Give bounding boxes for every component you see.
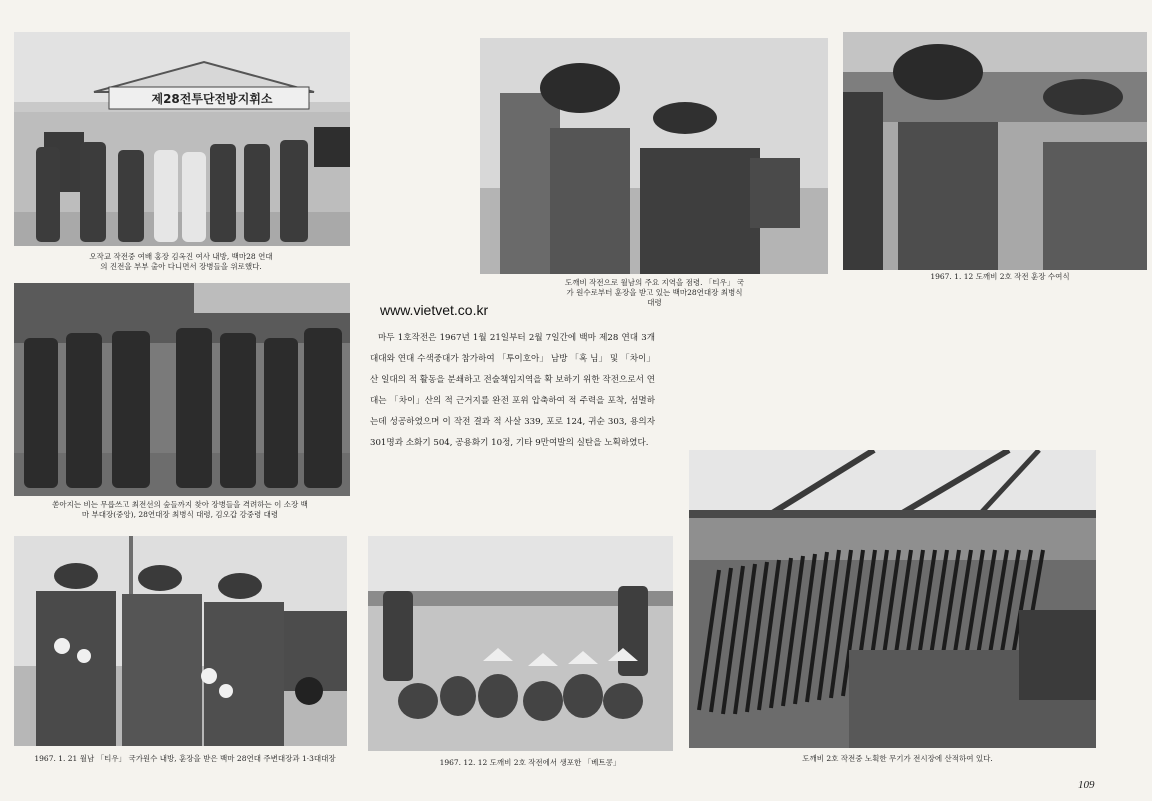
- article-paragraph: 마두 1호작전은 1967년 1월 21일부터 2월 7일간에 백마 제28 연대 3개대대와 연대 수색중대가 참가하여 「투이호아」 남방 「혹 님」 및 「차이」산 일대의 적 활동을 분쇄하고 전술책임지역을 확 보하기 위한 작전으로서 연대는 「차이」산의 적 근거지를 완전 포위 압축하여 적 주력을 포착, 섬멸하는데 성공하였으며 이 작전 결과 적 사살 339, 포로 124, 귀순 303, 용의자 301명과 소화기 504, 공용화기 10정, 기타 9만여발의 실탄을 노획하였다.: [370, 333, 655, 448]
- photo4-caption: 쏟아지는 비는 무릅쓰고 최전선의 숲들까지 찾아 장병들을 격려하는 이 소장 백마 부대장(중앙), 28연대장 최병식 대령, 김오갑 강중령 대령: [52, 500, 308, 519]
- photo1-caption: 오작교 작전중 여배 홍장 김옥진 여사 내방, 백마28 연대의 진전을 부부 출아 다니면서 장병들을 위로했다.: [89, 252, 273, 271]
- photo7-caption: 도깨비 2호 작전중 노획한 무기가 전시장에 산적하여 있다.: [802, 754, 993, 763]
- photo-medal-ceremony: [480, 38, 828, 274]
- photo6-caption: 1967. 12. 12 도깨비 2호 작전에서 생포한 「베트콩」: [439, 758, 621, 767]
- photo5-caption: 1967. 1. 21 월남 「티우」 국가원수 내방, 훈장을 받은 백마 28연대 주변대장과 1·3대대장: [34, 754, 336, 763]
- photo-command-post-group: [14, 32, 350, 246]
- article-body: [370, 328, 655, 454]
- photo-captured-weapons: [689, 450, 1096, 748]
- photo3-caption: 1967. 1. 12 도깨비 2호 작전 훈장 수여식: [930, 272, 1070, 281]
- photo-officers-field: [14, 283, 350, 496]
- watermark-url: www.vietvet.co.kr: [380, 302, 489, 318]
- photo-medal-pinning: [843, 32, 1147, 270]
- photo-captured-prisoners: [368, 536, 673, 751]
- photo2-caption: 도깨비 작전으로 월남의 주요 지역을 점령. 「티우」 국가 원수로부터 훈장을 받고 있는 백마28연대장 최병식 대령: [565, 278, 744, 307]
- page-number: 109: [1078, 779, 1095, 791]
- command-post-sign: 제28전투단전방지휘소: [151, 92, 273, 106]
- photo-soldiers-with-leis: [14, 536, 347, 746]
